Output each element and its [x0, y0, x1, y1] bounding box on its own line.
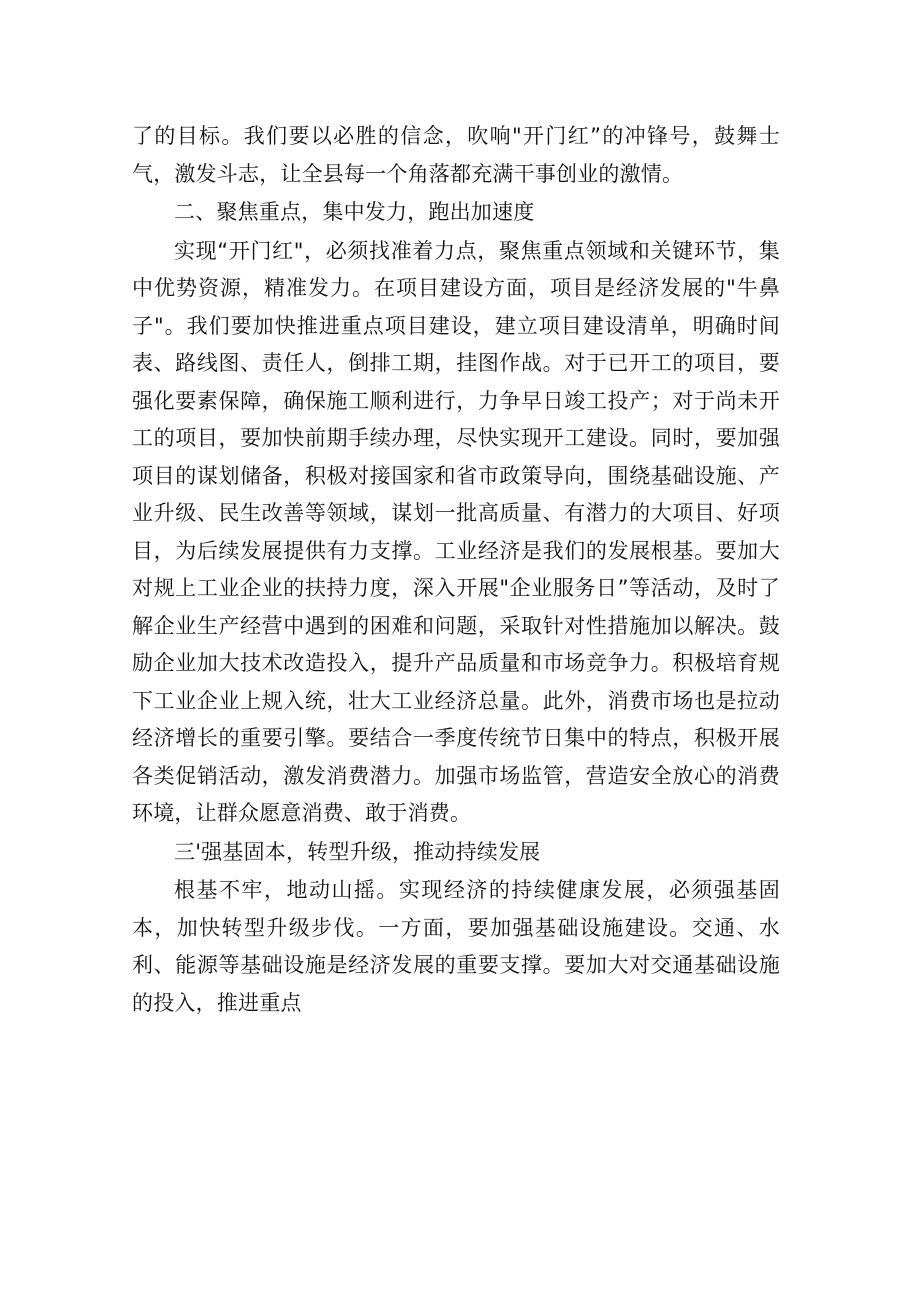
document-body: [132, 118, 780, 1022]
section-heading-2: 二、聚焦重点，集中发力，跑出加速度: [174, 200, 535, 224]
paragraph-continuation: 了的目标。我们要以必胜的信念，吹响"开门红”的冲锋号，鼓舞士气，激发斗志，让全县每一个角落都充满干事创业的激情。: [132, 124, 780, 186]
paragraph-section-3: 根基不牢，地动山摇。实现经济的持续健康发展，必须强基固本，加快转型升级步伐。一方面，要加强基础设施建设。交通、水利、能源等基础设施是经济发展的重要支撑。要加大对交通基础设施的投入，推进重点: [132, 878, 780, 1015]
section-heading-3: 三'强基固本，转型升级，推动持续发展: [174, 839, 541, 864]
paragraph-section-2: 实现“开门红"，必须找准着力点，聚焦重点领域和关键环节，集中优势资源，精准发力。在项目建设方面，项目是经济发展的"牛鼻子"。我们要加快推进重点项目建设，建立项目建设清单，明确时间表、路线图、责任人，倒排工期，挂图作战。对于已开工的项目，要强化要素保障，确保施工顺利进行，力争早日竣工投产；对于尚未开工的项目，要加快前期手续办理，尽快实现开工建设。同时，要加强项目的谋划储备，积极对接国家和省市政策导向，围绕基础设施、产业升级、民生改善等领域，谋划一批高质量、有潜力的大项目、好项目，为后续发展提供有力支撑。工业经济是我们的发展根基。要加大对规上工业企业的扶持力度，深入开展"企业服务日”等活动，及时了解企业生产经营中遇到的困难和问题，采取针对性措施加以解决。鼓励企业加大技术改造投入，提升产品质量和市场竞争力。积极培育规下工业企业上规入统，壮大工业经济总量。此外，消费市场也是拉动经济增长的重要引擎。要结合一季度传统节日集中的特点，积极开展各类促销活动，激发消费潜力。加强市场监管，营造安全放心的消费环境，让群众愿意消费、敢于消费。: [132, 238, 780, 825]
